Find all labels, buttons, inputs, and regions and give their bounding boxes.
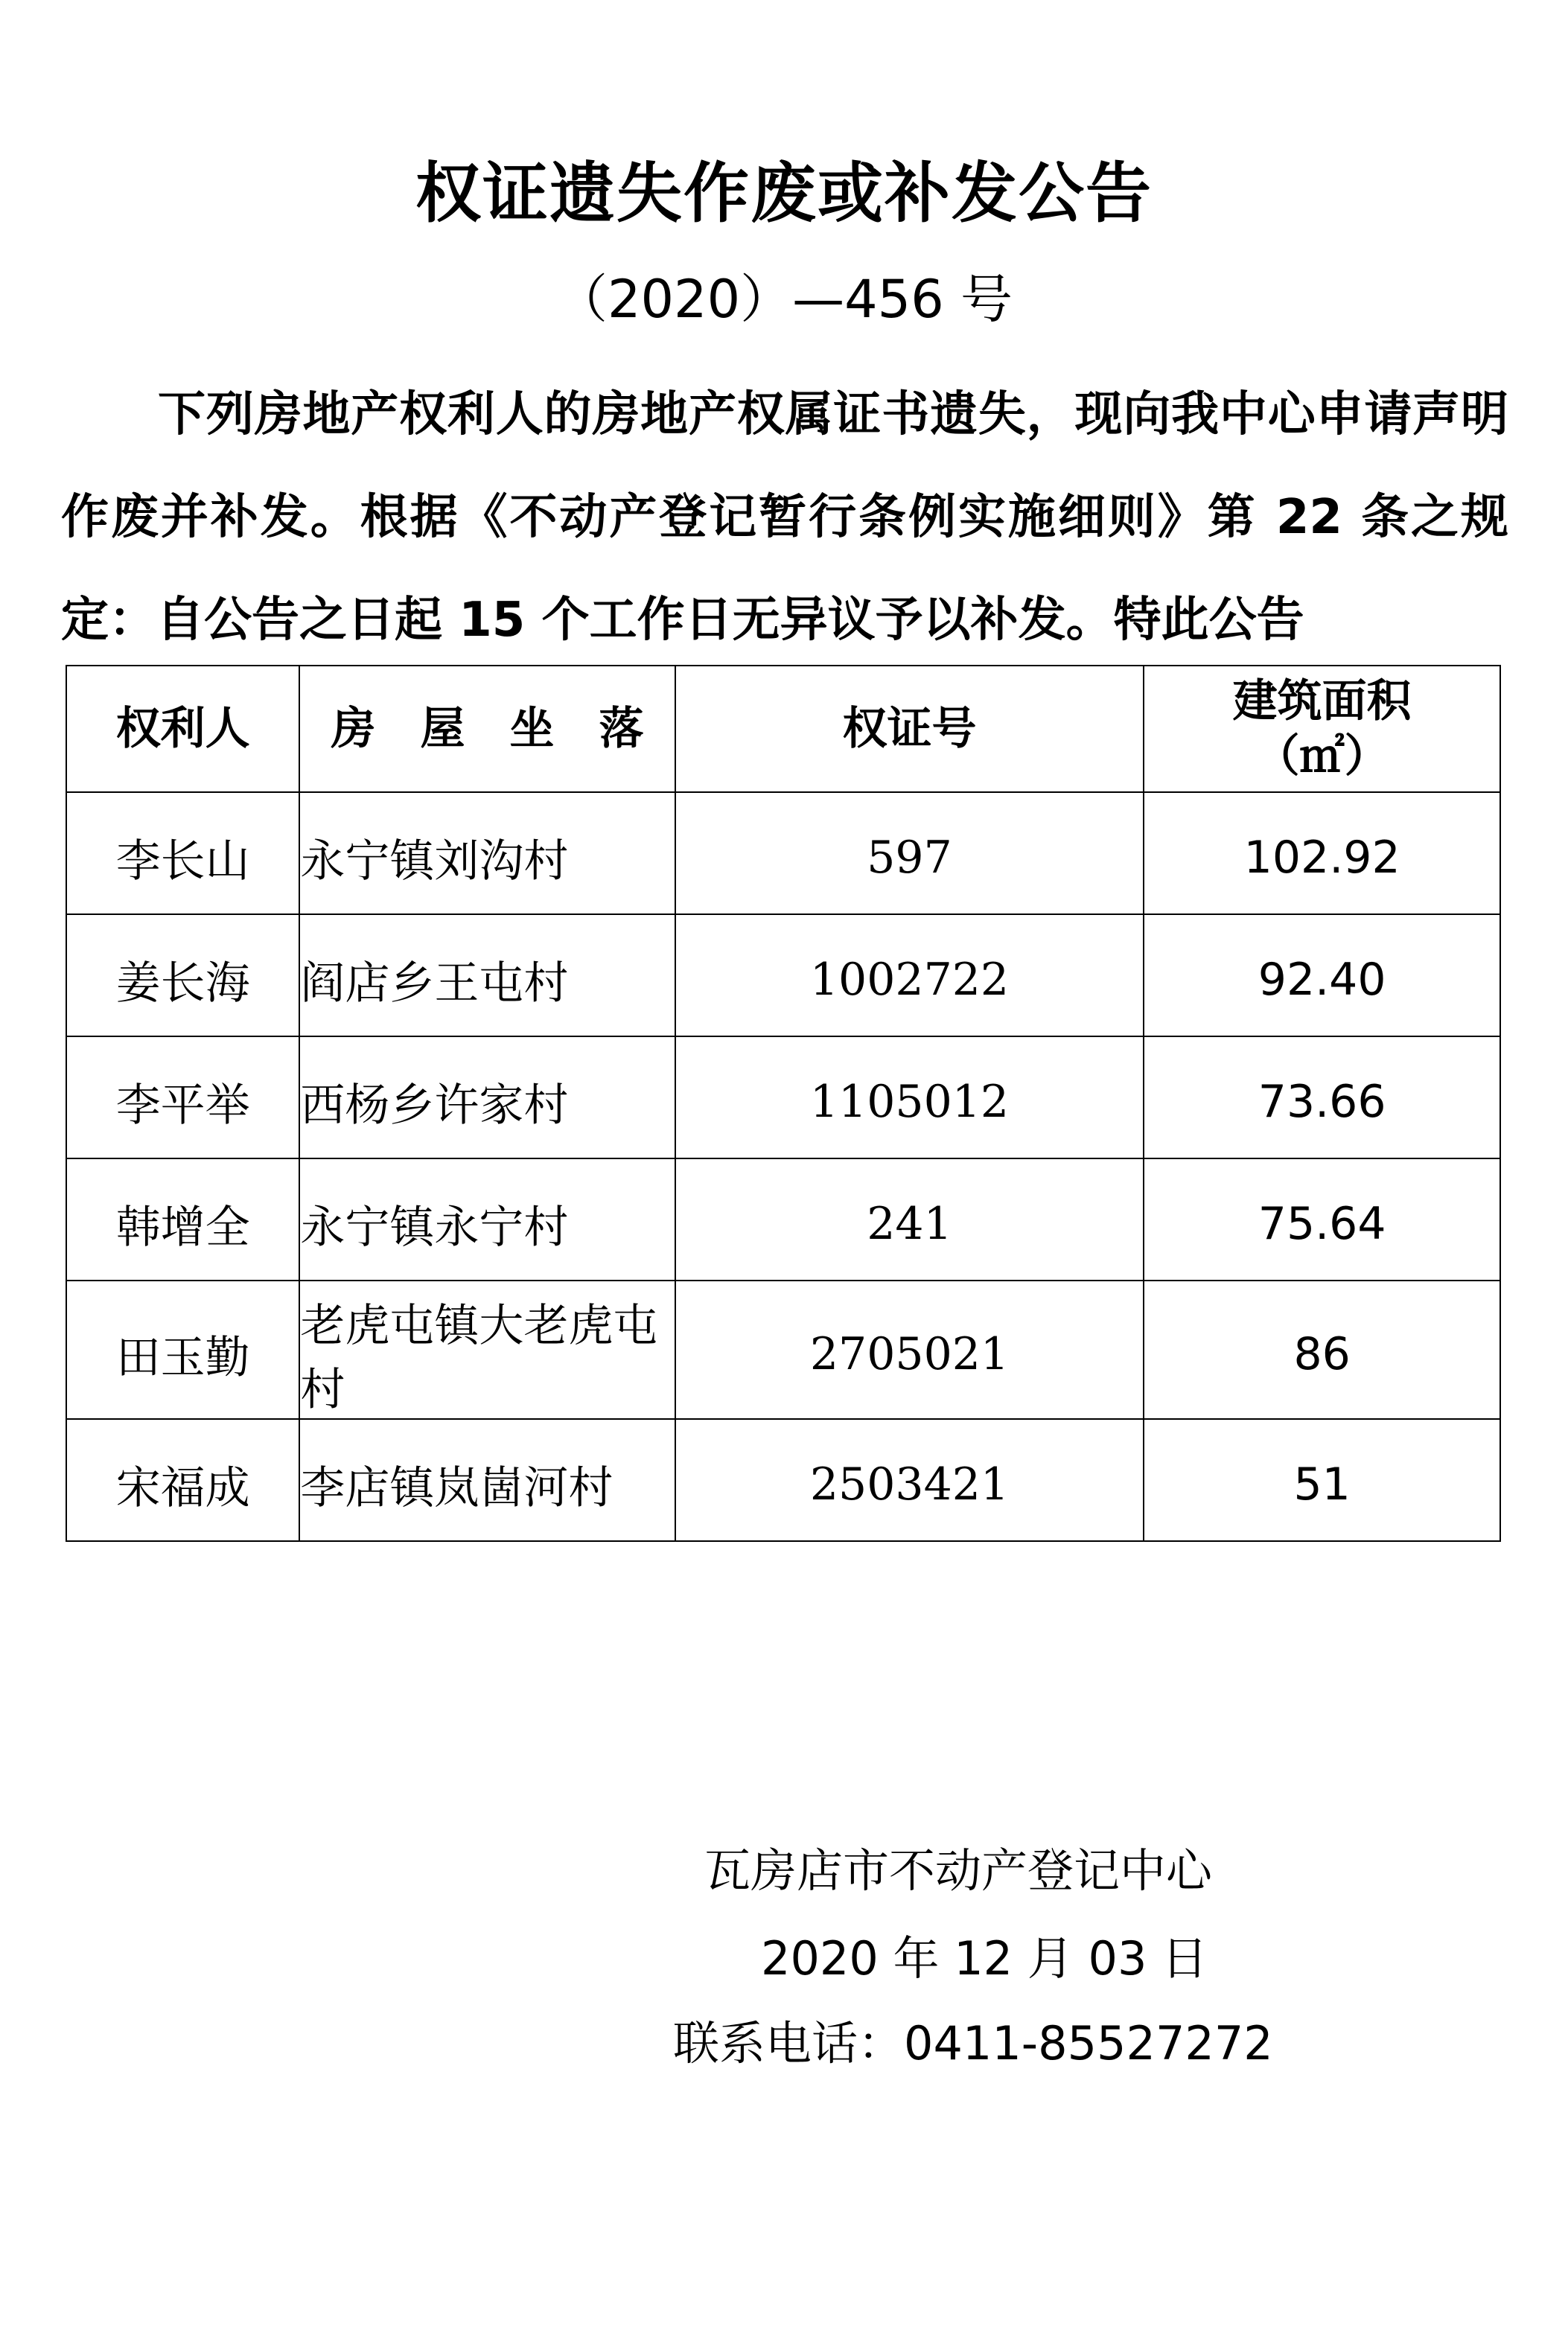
organization-name: 瓦房店市不动产登记中心 <box>704 1843 1213 1898</box>
cell-location: 永宁镇刘沟村 <box>299 792 675 914</box>
table-row <box>66 1281 1500 1419</box>
cell-area: 51 <box>1144 1419 1500 1541</box>
header-area-label: 建筑面积 <box>1232 675 1412 727</box>
notice-intro-paragraph: 下列房地产权利人的房地产权属证书遗失，现向我中心申请声明作废并补发。根据《不动产登记暂行条例实施细则》第 22 条之规定：自公告之日起 15 个工作日无异议予以补发。特此公告 <box>61 387 1508 648</box>
table-row <box>66 792 1500 914</box>
cell-location: 阎店乡王屯村 <box>299 914 675 1036</box>
table-row <box>66 1158 1500 1281</box>
cell-location: 西杨乡许家村 <box>299 1036 675 1158</box>
cell-owner: 宋福成 <box>66 1419 299 1541</box>
notice-title: 权证遗失作废或补发公告 <box>415 155 1153 232</box>
cell-owner: 姜长海 <box>66 914 299 1036</box>
header-location: 房 屋 坐 落 <box>299 666 675 792</box>
table-row <box>66 1036 1500 1158</box>
document-number: （2020）—456 号 <box>555 269 1013 330</box>
cell-cert-no: 241 <box>675 1158 1144 1281</box>
cell-area: 92.40 <box>1144 914 1500 1036</box>
table-row <box>66 914 1500 1036</box>
table-header-row <box>66 666 1500 792</box>
cell-cert-no: 2503421 <box>675 1419 1144 1541</box>
records-table <box>66 665 1501 1542</box>
table-row <box>66 1419 1500 1541</box>
cell-cert-no: 597 <box>675 792 1144 914</box>
cell-area: 102.92 <box>1144 792 1500 914</box>
cell-location: 李店镇岚崮河村 <box>299 1419 675 1541</box>
cell-area: 73.66 <box>1144 1036 1500 1158</box>
header-owner: 权利人 <box>66 666 299 792</box>
header-cert-no: 权证号 <box>675 666 1144 792</box>
cell-owner: 韩增全 <box>66 1158 299 1281</box>
notice-date: 2020 年 12 月 03 日 <box>761 1931 1208 1986</box>
cell-location: 永宁镇永宁村 <box>299 1158 675 1281</box>
header-area <box>1144 666 1500 792</box>
cell-area: 75.64 <box>1144 1158 1500 1281</box>
cell-owner: 李平举 <box>66 1036 299 1158</box>
cell-cert-no: 1002722 <box>675 914 1144 1036</box>
cell-cert-no: 2705021 <box>675 1281 1144 1419</box>
header-area-unit: （㎡） <box>1255 730 1389 782</box>
cell-owner: 李长山 <box>66 792 299 914</box>
cell-owner: 田玉勤 <box>66 1281 299 1419</box>
cell-area: 86 <box>1144 1281 1500 1419</box>
cell-location: 老虎屯镇大老虎屯村 <box>299 1281 675 1419</box>
contact-phone: 联系电话：0411-85527272 <box>673 2016 1273 2070</box>
cell-cert-no: 1105012 <box>675 1036 1144 1158</box>
